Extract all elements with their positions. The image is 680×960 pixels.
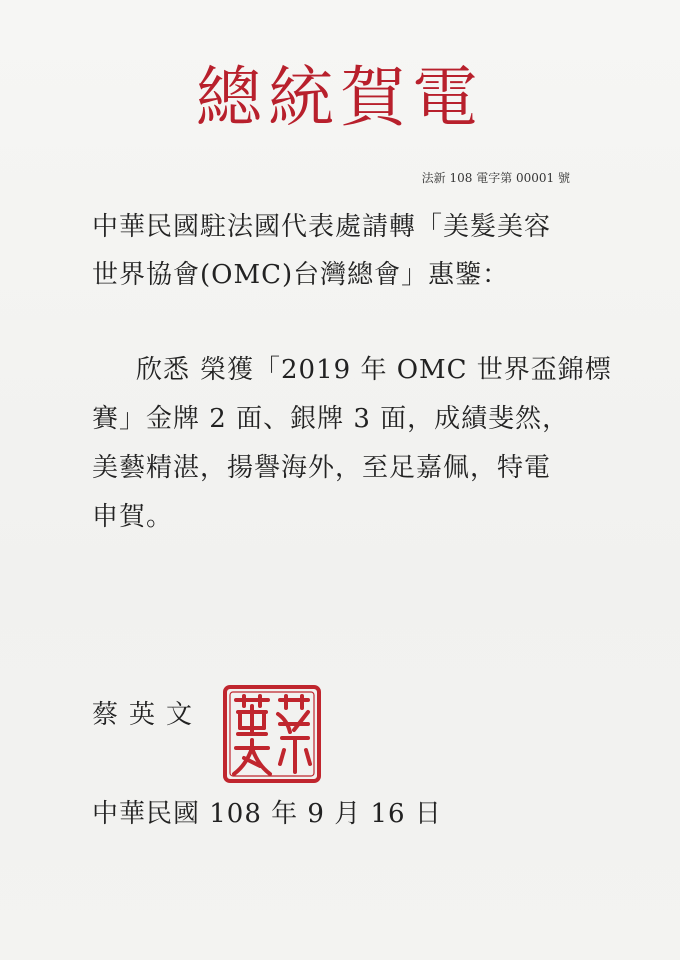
body-line-3: 美藝精湛，揚譽海外，至足嘉佩，特電	[92, 453, 552, 483]
page-title: 總統賀電	[196, 59, 484, 136]
addressee-block	[92, 203, 612, 299]
signer-name: 蔡英文	[92, 700, 204, 730]
body-line-1-text: 榮獲「2019 年 OMC 世界盃錦標	[200, 355, 612, 385]
addressee-line-1: 中華民國駐法國代表處請轉「美髮美容	[92, 212, 552, 242]
presidential-seal-icon	[222, 684, 322, 784]
body-line-4: 申賀。	[92, 502, 174, 532]
body-line-1-opening: 欣悉	[136, 355, 191, 385]
date-line: 中華民國 108 年 9 月 16 日	[92, 799, 442, 829]
addressee-line-2: 世界協會(OMC)台灣總會」惠鑒：	[92, 260, 510, 290]
message-body	[92, 346, 612, 542]
body-line-1	[92, 346, 612, 395]
body-line-2: 賽」金牌 2 面、銀牌 3 面，成績斐然，	[92, 404, 570, 434]
document-number: 法新 108 電字第 00001 號	[421, 171, 570, 185]
